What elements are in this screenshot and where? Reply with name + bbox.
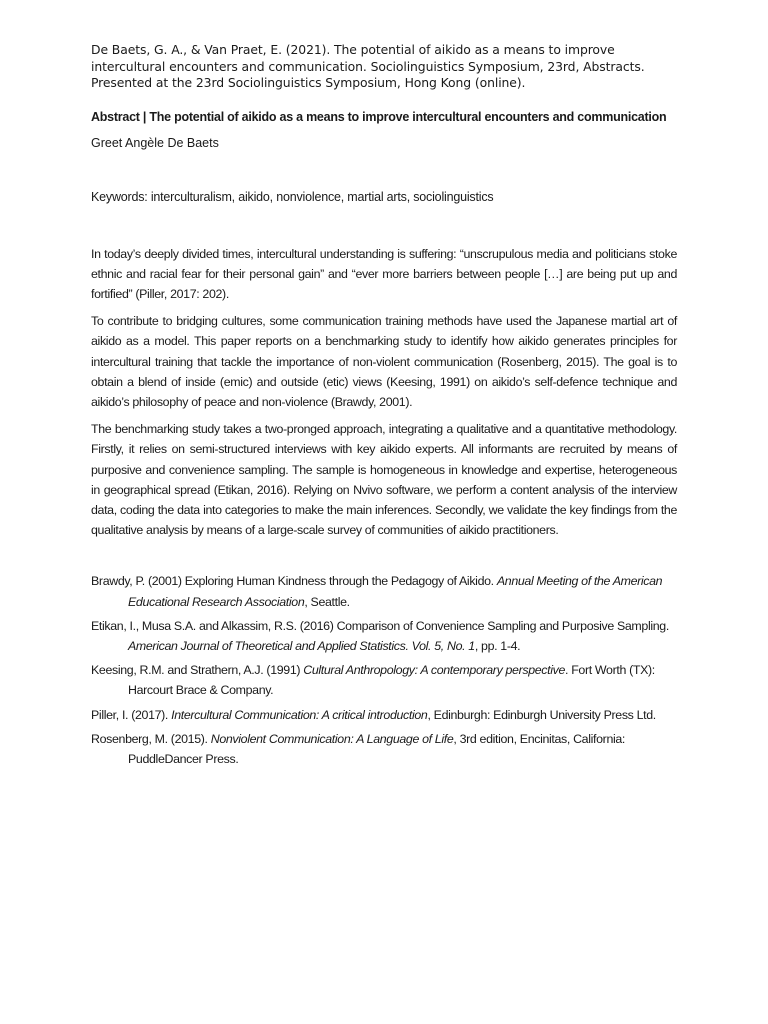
reference-text: , pp. 1-4.: [474, 638, 521, 653]
reference-item: [91, 616, 677, 656]
reference-source: American Journal of Theoretical and Applied Statistics. Vol. 5, No. 1: [128, 638, 475, 653]
reference-source: Intercultural Communication: A critical introduction: [171, 707, 428, 722]
reference-text: Rosenberg, M. (2015).: [91, 731, 211, 746]
reference-text: Etikan, I., Musa S.A. and Alkassim, R.S. (2016) Comparison of Convenience Sampling and Purposive Sampling.: [91, 618, 669, 633]
reference-text: . Fort Worth (TX): Harcourt Brace & Company.: [128, 663, 655, 698]
reference-text: , 3rd edition, Encinitas, California: PuddleDancer Press.: [128, 731, 626, 766]
reference-item: [91, 729, 677, 769]
reference-text: Piller, I. (2017).: [91, 707, 172, 722]
reference-text: Brawdy, P. (2001) Exploring Human Kindness through the Pedagogy of Aikido.: [91, 574, 497, 589]
reference-text: , Edinburgh: Edinburgh University Press Ltd.: [427, 707, 656, 722]
reference-list: [91, 571, 677, 769]
reference-source: Nonviolent Communication: A Language of Life: [210, 731, 454, 746]
reference-item: [91, 571, 677, 611]
reference-source: Cultural Anthropology: A contemporary perspective: [303, 663, 566, 678]
reference-item: [91, 705, 677, 725]
author-name: Greet Angèle De Baets: [91, 135, 219, 150]
paragraph: The benchmarking study takes a two-pronged approach, integrating a qualitative and a quantitative methodology. Firstly, it relies on semi-structured interviews with key aikido experts. All informants are recruited by means of purposive and convenience sampling. The sample is homogeneous in knowledge and expertise, heterogeneous in geographical spread (Etikan, 2016). Relying on Nvivo software, we perform a content analysis of the interview data, coding the data into categories to make the main inferences. Secondly, we validate the key findings from the qualitative analysis by means of a large-scale survey of communities of aikido practitioners.: [91, 422, 677, 538]
paragraph: To contribute to bridging cultures, some communication training methods have used the Japanese martial art of aikido as a model. This paper reports on a benchmarking study to identify how aikido generates principles for intercultural training that tackle the importance of non-violent communication (Rosenberg, 2015). The goal is to obtain a blend of inside (emic) and outside (etic) views (Keesing, 1991) on aikido’s self-defence technique and aikido’s philosophy of peace and non-violence (Brawdy, 2001).: [91, 314, 677, 409]
reference-text: , Seattle.: [304, 594, 350, 609]
abstract-title: Abstract | The potential of aikido as a means to improve intercultural encounters and communication: [91, 109, 667, 124]
reference-text: Keesing, R.M. and Strathern, A.J. (1991): [91, 663, 304, 678]
keywords: Keywords: interculturalism, aikido, nonviolence, martial arts, sociolinguistics: [91, 189, 494, 204]
paragraph: In today’s deeply divided times, intercultural understanding is suffering: “unscrupulous media and politicians stoke ethnic and racial fear for their personal gain” and “ever more barriers between people […] are being put up and fortified” (Piller, 2017: 202).: [91, 246, 677, 301]
abstract-body: [91, 244, 677, 541]
citation: De Baets, G. A., & Van Praet, E. (2021). The potential of aikido as a means to improve intercultural encounters and communication. Sociolinguistics Symposium, 23rd, Abstracts. Presented at the 23rd Sociolinguistics Symposium, Hong Kong (online).: [91, 42, 645, 90]
reference-source: Annual Meeting of the American Educational Research Association: [128, 574, 663, 609]
reference-item: [91, 660, 677, 700]
document-page: [91, 42, 677, 773]
